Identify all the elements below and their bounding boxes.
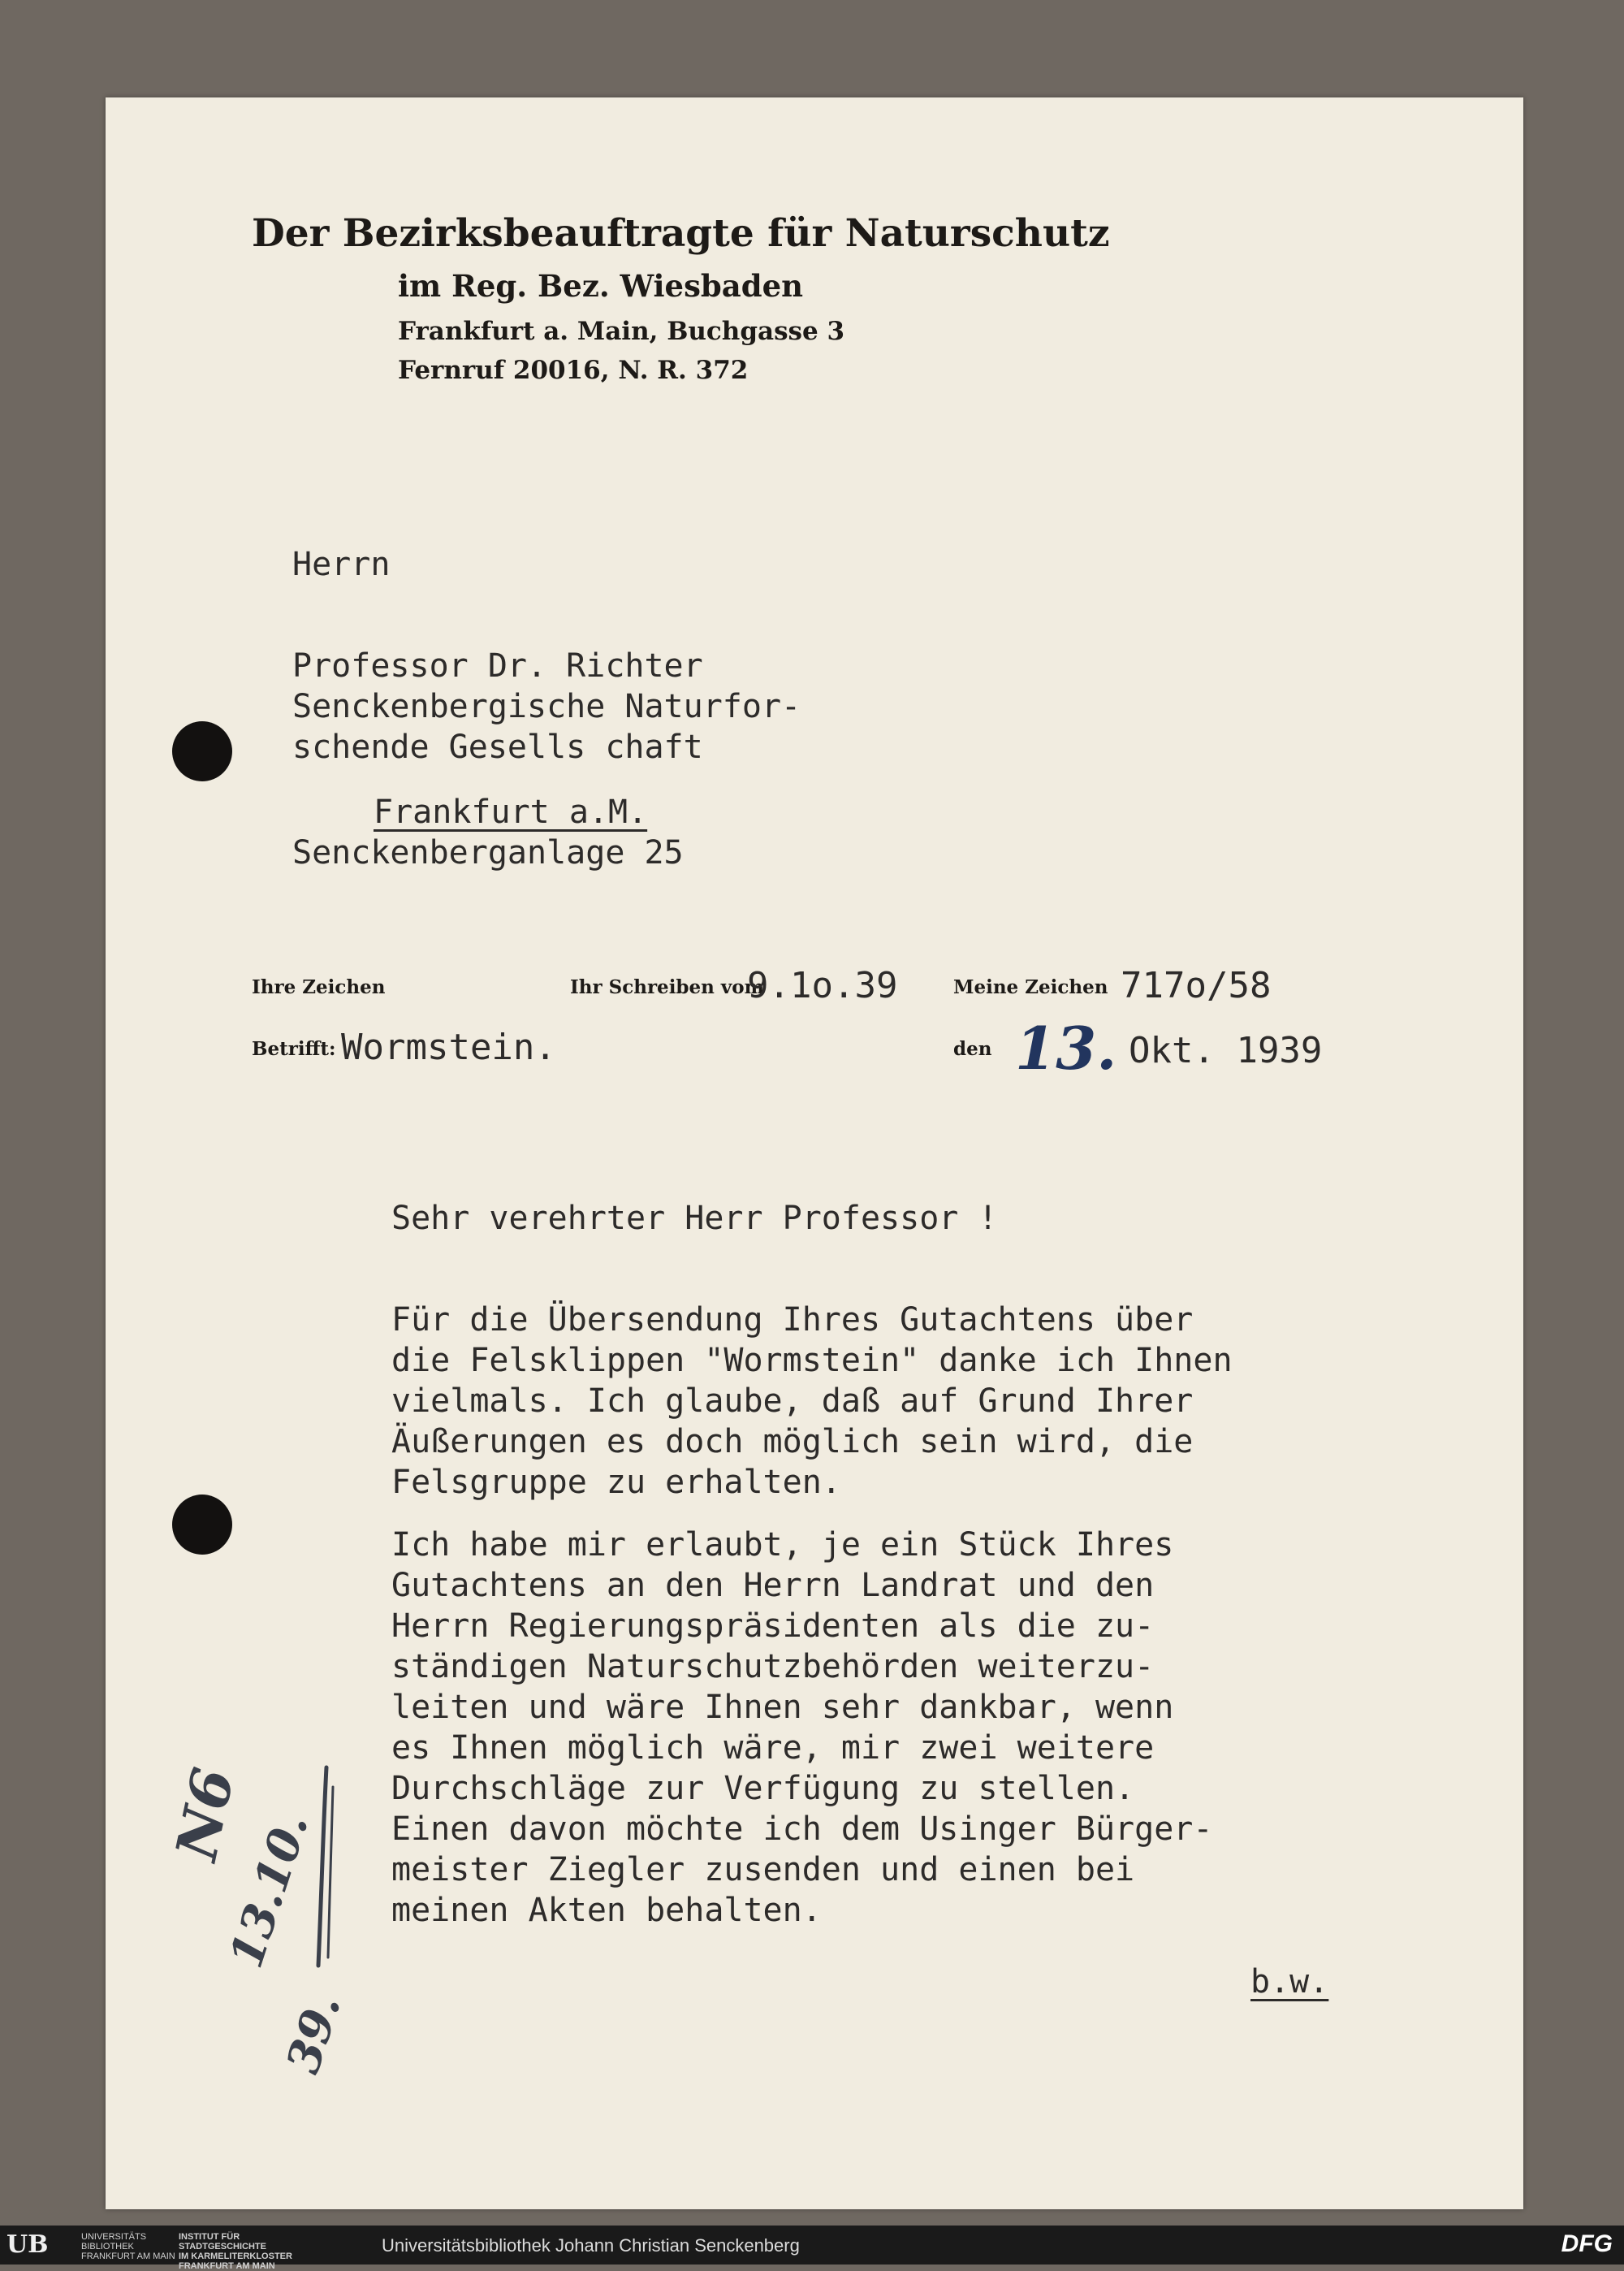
body-line: meinen Akten behalten. (391, 1892, 822, 1929)
body-line: ständigen Naturschutzbehörden weiterzu- (391, 1648, 1155, 1685)
body-line: Für die Übersendung Ihres Gutachtens über (391, 1301, 1194, 1339)
meine-zeichen-value: 717o/58 (1121, 965, 1272, 1006)
margin-note-initials: N6 (162, 1762, 248, 1867)
ub-logo: UB (6, 2230, 49, 2259)
punch-hole-top (172, 721, 232, 781)
body-line: leiten und wäre Ihnen sehr dankbar, wenn (391, 1689, 1174, 1726)
body-line: Herrn Regierungspräsidenten als die zu- (391, 1607, 1155, 1645)
meine-zeichen-label: Meine Zeichen (953, 976, 1108, 998)
betrifft-label: Betrifft: (252, 1038, 336, 1060)
body-line: es Ihnen möglich wäre, mir zwei weitere (391, 1729, 1155, 1767)
recipient-name: Professor Dr. Richter (292, 647, 703, 685)
date-typed: Okt. 1939 (1129, 1030, 1323, 1071)
ub-logo-text: UNIVERSITÄTS BIBLIOTHEK FRANKFURT AM MAIN (81, 2232, 175, 2261)
letterhead-district: im Reg. Bez. Wiesbaden (398, 268, 804, 304)
recipient-org-line1: Senckenbergische Naturfor- (292, 688, 801, 725)
body-line: Einen davon möchte ich dem Usinger Bürger- (391, 1810, 1213, 1848)
betrifft-value: Wormstein. (341, 1027, 556, 1068)
body-line: Felsgruppe zu erhalten. (391, 1464, 841, 1501)
recipient-city: Frankfurt a.M. (374, 794, 648, 831)
recipient-street: Senckenberganlage 25 (292, 834, 684, 872)
den-label: den (953, 1038, 992, 1060)
margin-note-date: 13.10. (219, 1806, 319, 1975)
margin-note-stroke (309, 1763, 341, 1974)
recipient-org-line2: schende Gesells chaft (292, 729, 703, 766)
date-handwritten: 13. (1015, 1014, 1117, 1083)
body-line: Äußerungen es doch möglich sein wird, die (391, 1423, 1194, 1460)
letter-page (106, 97, 1523, 2209)
body-line: meister Ziegler zusenden und einen bei (391, 1851, 1135, 1888)
ihr-schreiben-value: 9.1o.39 (747, 965, 898, 1006)
body-line: Ich habe mir erlaubt, je ein Stück Ihres (391, 1526, 1174, 1564)
recipient-herrn: Herrn (292, 546, 391, 583)
greeting: Sehr verehrter Herr Professor ! (391, 1200, 998, 1237)
ihr-schreiben-label: Ihr Schreiben vom (570, 976, 764, 998)
body-line: vielmals. Ich glaube, daß auf Grund Ihrer (391, 1382, 1194, 1420)
body-line: Durchschläge zur Verfügung zu stellen. (391, 1770, 1135, 1807)
library-name: Universitätsbibliothek Johann Christian Senckenberg (382, 2235, 800, 2256)
closing-note-bw: b.w. (1250, 1963, 1329, 2001)
letterhead-phone: Fernruf 20016, N. R. 372 (398, 356, 749, 385)
margin-note-year: 39. (276, 1988, 352, 2080)
punch-hole-bottom (172, 1495, 232, 1555)
institute-logo-text: INSTITUT FÜR STADTGESCHICHTE IM KARMELITERKLOSTER FRANKFURT AM MAIN (179, 2232, 292, 2271)
body-line: Gutachtens an den Herrn Landrat und den (391, 1567, 1155, 1604)
dfg-logo: DFG (1561, 2230, 1613, 2257)
letterhead-title: Der Bezirksbeauftragte für Naturschutz (252, 211, 1110, 256)
body-line: die Felsklippen "Wormstein" danke ich Ihnen (391, 1342, 1233, 1379)
ihre-zeichen-label: Ihre Zeichen (252, 976, 386, 998)
letterhead-address: Frankfurt a. Main, Buchgasse 3 (398, 317, 845, 346)
archive-footer (0, 2226, 1624, 2271)
